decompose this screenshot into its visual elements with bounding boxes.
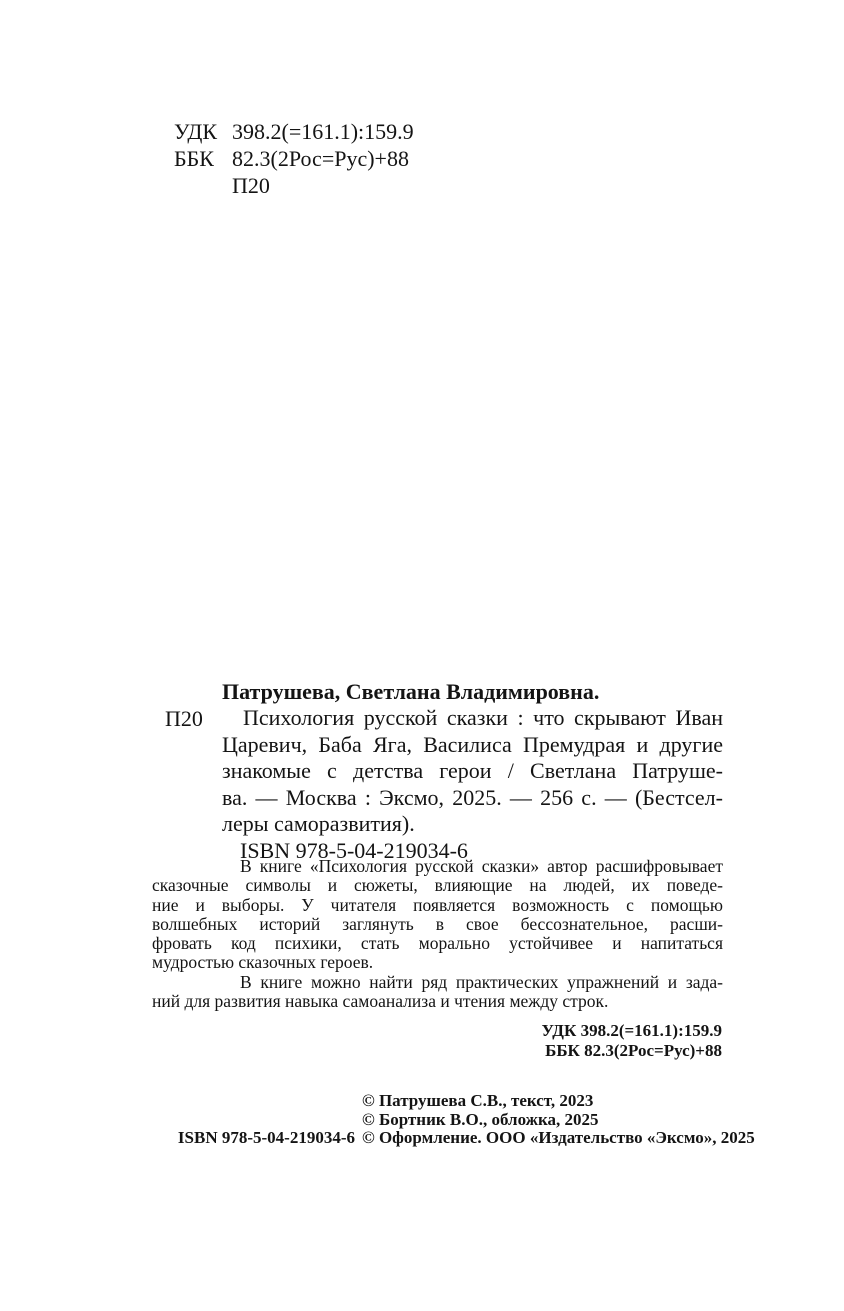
card-author-heading: Патрушева, Светлана Владимировна. [222, 679, 600, 704]
card-description-line: Царевич, Баба Яга, Василиса Премудрая и другие [222, 731, 723, 757]
card-description-line: леры саморазвития). [222, 811, 415, 837]
bbk-row [174, 145, 414, 172]
author-sign: П20 [232, 173, 270, 198]
bbk-label: ББК [174, 146, 214, 171]
card-description [222, 705, 723, 838]
udk-code-right: УДК 398.2(=161.1):159.9 [541, 1021, 722, 1040]
card-isbn: ISBN 978-5-04-219034-6 [240, 838, 468, 863]
copyright-line: © Оформление. ООО «Издательство «Эксмо», 2025 [362, 1128, 755, 1148]
udk-row [174, 118, 414, 145]
bbk-code-right: ББК 82.3(2Рос=Рус)+88 [545, 1041, 722, 1060]
bbk-value: 82.3(2Рос=Рус)+88 [232, 146, 409, 171]
annotation-line: мудростью сказочных героев. [152, 952, 374, 973]
annotation-line: ний для развития навыка самоанализа и чтения между строк. [152, 991, 609, 1012]
author-sign-row [174, 172, 414, 199]
copyright-entries [362, 1092, 755, 1148]
card-description-line: Психология русской сказки : что скрывают Иван [243, 705, 723, 730]
udk-value: 398.2(=161.1):159.9 [232, 119, 414, 144]
bottom-isbn: ISBN 978-5-04-219034-6 [177, 1128, 355, 1147]
codes-right-block [400, 1021, 722, 1061]
annotation-line: волшебных историй заглянуть в свое бессознательное, расши- [152, 913, 723, 934]
copyright-line: © Бортник В.О., обложка, 2025 [362, 1109, 599, 1129]
annotation-line: фровать код психики, стать морально устойчивее и напитаться [152, 933, 723, 954]
annotation-line: ние и выборы. У читателя появляется возможность с помощью [152, 894, 723, 915]
udk-label: УДК [174, 119, 218, 144]
card-description-line: ва. — Москва : Эксмо, 2025. — 256 с. — (Бестсел- [222, 784, 723, 810]
annotation-line: В книге можно найти ряд практических упражнений и зада- [240, 971, 723, 992]
top-classification-codes [174, 118, 414, 199]
card-description-line: знакомые с детства герои / Светлана Патруше- [222, 758, 723, 784]
annotation-line: В книге «Психология русской сказки» автор расшифровывает [240, 856, 723, 876]
copyright-line: © Патрушева С.В., текст, 2023 [362, 1091, 594, 1110]
annotation [152, 857, 723, 1011]
annotation-line: сказочные символы и сюжеты, влияющие на людей, их поведе- [152, 875, 723, 896]
card-hang-sign: П20 [165, 706, 203, 731]
